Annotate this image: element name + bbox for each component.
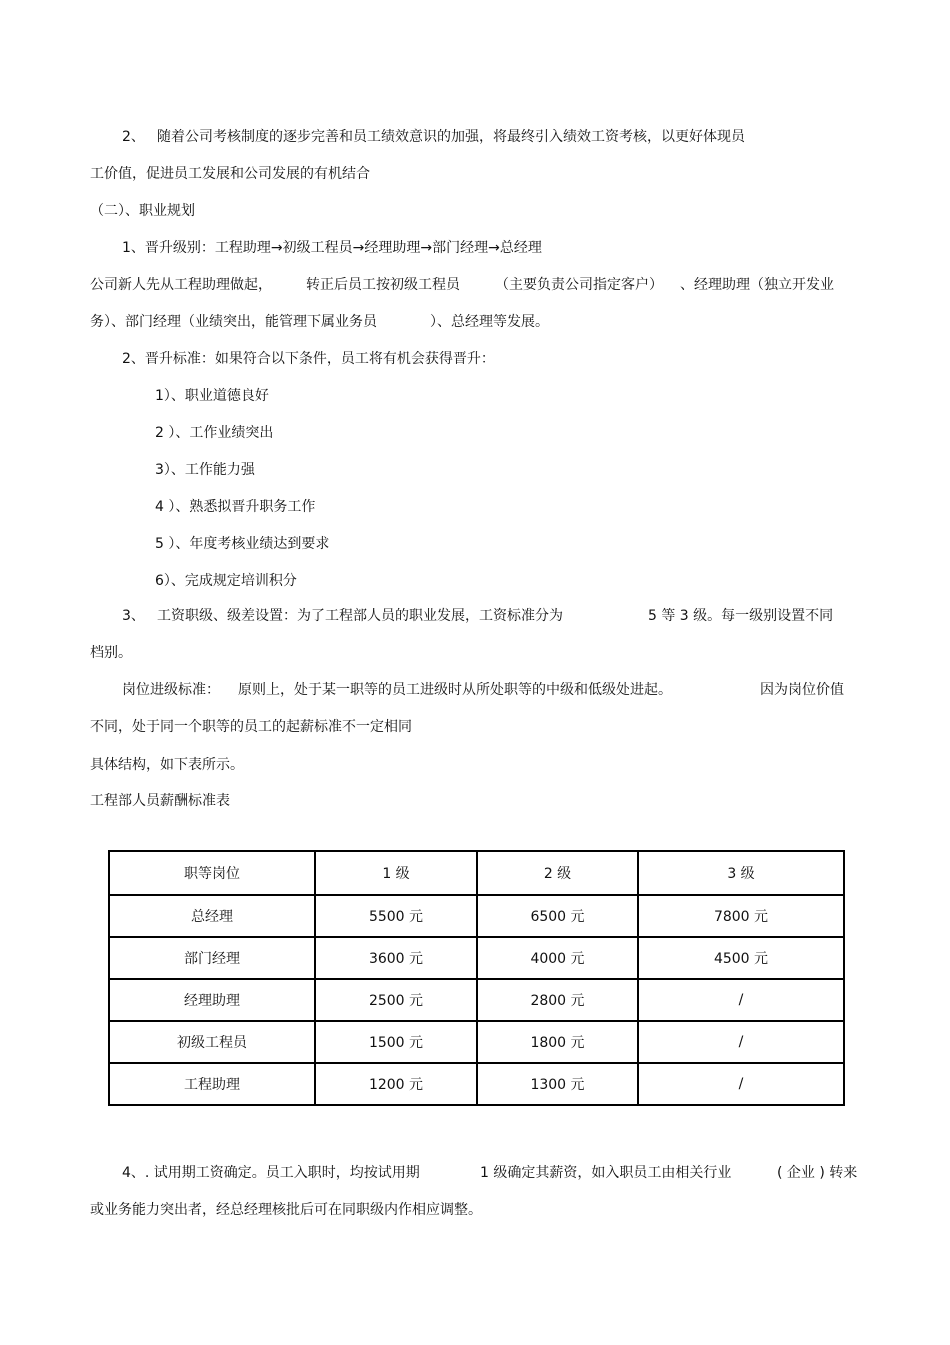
table-row <box>109 895 844 937</box>
text-segment: 原则上，处于某一职等的员工进级时从所处职等的中级和低级处进起。 <box>238 682 672 698</box>
text-segment: 岗位进级标准： <box>122 682 220 698</box>
text-segment: 4、. 试用期工资确定。员工入职时，均按试用期 <box>122 1165 420 1181</box>
table-row <box>109 1063 844 1105</box>
paragraph-number: 2、 <box>122 129 145 145</box>
criteria-item: 2 ）、工作业绩突出 <box>155 425 274 441</box>
table-cell: 1200 元 <box>315 1063 477 1105</box>
salary-grade-line2: 档别。 <box>90 645 132 661</box>
section-heading-career-planning: （二）、职业规划 <box>90 203 195 219</box>
table-cell: 4000 元 <box>477 937 638 979</box>
text-segment: 、经理助理（独立开发业 <box>680 277 834 293</box>
table-cell: 4500 元 <box>638 937 844 979</box>
text-segment: 公司新人先从工程助理做起， <box>90 277 272 293</box>
post-advancement-line2: 不同，处于同一个职等的员工的起薪标准不一定相同 <box>90 719 412 735</box>
text-segment: 因为岗位价值 <box>760 682 844 698</box>
paragraph-text: 随着公司考核制度的逐步完善和员工绩效意识的加强，将最终引入绩效工资考核，以更好体现员 <box>157 129 745 145</box>
promotion-criteria-title: 2、晋升标准：如果符合以下条件，员工将有机会获得晋升： <box>122 351 495 367</box>
header-cell-position: 职等岗位 <box>109 851 315 895</box>
table-cell: 7800 元 <box>638 895 844 937</box>
text-segment: ）、总经理等发展。 <box>430 314 549 330</box>
text-segment: ( 企业 ) 转来 <box>777 1165 858 1181</box>
probation-salary-line2: 或业务能力突出者，经总经理核批后可在同职级内作相应调整。 <box>90 1202 482 1218</box>
table-title: 工程部人员薪酬标准表 <box>90 793 230 809</box>
header-cell-level-2: 2 级 <box>477 851 638 895</box>
criteria-item: 3）、工作能力强 <box>155 462 255 478</box>
header-cell-level-1: 1 级 <box>315 851 477 895</box>
header-cell-level-3: 3 级 <box>638 851 844 895</box>
text-segment: 转正后员工按初级工程员 <box>306 277 460 293</box>
paragraph-number: 3、 <box>122 608 145 624</box>
text-segment: 1 级确定其薪资，如入职员工由相关行业 <box>480 1165 732 1181</box>
table-cell: / <box>638 979 844 1021</box>
table-cell: 6500 元 <box>477 895 638 937</box>
paragraph-performance-line2: 工价值，促进员工发展和公司发展的有机结合 <box>90 166 370 182</box>
table-cell: / <box>638 1063 844 1105</box>
table-cell: 经理助理 <box>109 979 315 1021</box>
criteria-item: 6）、完成规定培训积分 <box>155 573 297 589</box>
table-cell: 5500 元 <box>315 895 477 937</box>
criteria-item: 5 ）、年度考核业绩达到要求 <box>155 536 330 552</box>
table-cell: 初级工程员 <box>109 1021 315 1063</box>
structure-note: 具体结构，如下表所示。 <box>90 757 244 773</box>
text-segment: （主要负责公司指定客户） <box>495 277 663 293</box>
table-cell: 工程助理 <box>109 1063 315 1105</box>
table-row <box>109 979 844 1021</box>
table-row <box>109 1021 844 1063</box>
table-row <box>109 937 844 979</box>
promotion-levels-title: 1、晋升级别：工程助理→初级工程员→经理助理→部门经理→总经理 <box>122 240 542 256</box>
table-cell: 2800 元 <box>477 979 638 1021</box>
table-cell: 1300 元 <box>477 1063 638 1105</box>
criteria-item: 4 ）、熟悉拟晋升职务工作 <box>155 499 316 515</box>
table-cell: 2500 元 <box>315 979 477 1021</box>
criteria-item: 1）、职业道德良好 <box>155 388 269 404</box>
table-cell: / <box>638 1021 844 1063</box>
text-segment: 5 等 3 级。每一级别设置不同 <box>648 608 834 624</box>
table-cell: 1800 元 <box>477 1021 638 1063</box>
salary-standard-table <box>108 850 845 1106</box>
table-cell: 1500 元 <box>315 1021 477 1063</box>
table-cell: 总经理 <box>109 895 315 937</box>
table-cell: 部门经理 <box>109 937 315 979</box>
table-header-row <box>109 851 844 895</box>
text-segment: 务）、部门经理（业绩突出，能管理下属业务员 <box>90 314 377 330</box>
table-cell: 3600 元 <box>315 937 477 979</box>
text-segment: 工资职级、级差设置：为了工程部人员的职业发展，工资标准分为 <box>157 608 563 624</box>
